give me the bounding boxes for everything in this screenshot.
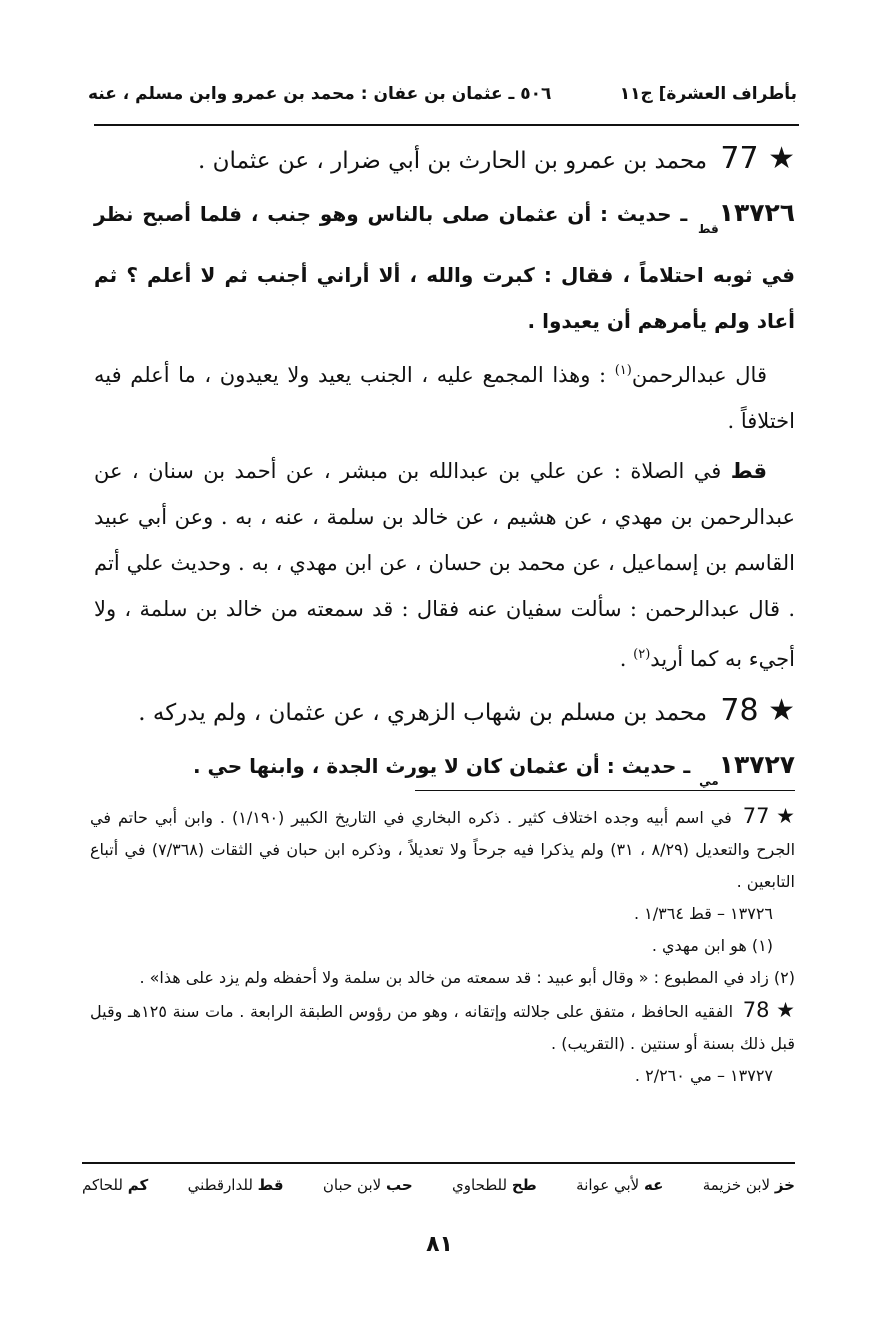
note-78 [90, 994, 795, 1060]
entry-77-title: محمد بن عمرو بن الحارث بن أبي ضرار ، عن عثمان . [198, 148, 708, 174]
entry-77 [94, 136, 795, 184]
source-end: . [619, 647, 627, 671]
abbr-code: عه [644, 1176, 664, 1194]
hadith-13727-number: ١٣٧٢٧ [718, 750, 795, 779]
abbr-item [82, 1176, 148, 1194]
running-header [88, 74, 797, 114]
abbr-item [703, 1176, 795, 1194]
entry-78-number: 78 ★ [720, 693, 795, 728]
entry-78 [94, 688, 795, 736]
abbr-code: طح [511, 1176, 537, 1194]
abbr-item [452, 1176, 537, 1194]
note-ref-13726: ١٣٧٢٦ – قط ١/٣٦٤ . [634, 904, 773, 923]
footnotes [90, 800, 795, 1092]
section-title: ٥٠٦ ـ عثمان بن عفان : محمد بن عمرو وابن مسلم ، عنه [88, 84, 552, 104]
source-siglum: قط [730, 459, 767, 483]
note-78-text: الفقيه الحافظ ، متفق على جلالته وإتقانه ، وهو من رؤوس الطبقة الرابعة . مات سنة ١٢٥هـ وقيل قبل ذلك بسنة أو سنتين . (التقريب) . [90, 1002, 795, 1053]
abbr-item [576, 1176, 663, 1194]
footnote-1: (١) هو ابن مهدي . [651, 936, 773, 955]
note-77 [90, 800, 795, 898]
abbr-name: للطحاوي [452, 1176, 508, 1194]
abbr-code: حب [385, 1176, 413, 1194]
footnotes-rule [415, 790, 795, 791]
abbr-name: للحاكم [82, 1176, 123, 1194]
hadith-13726 [94, 190, 795, 344]
source-text: في الصلاة : عن علي بن عبدالله بن مبشر ، عن أحمد بن سنان ، عن عبدالرحمن بن مهدي ، عن هشيم ، عن خالد بن سلمة ، عنه ، به . وعن أبي عبيد القاسم بن إسماعيل ، عن محمد بن حسان ، عن ابن مهدي ، به . وحديث علي أتم . قال عبدالرحمن : سألت سفيان عنه فقال : قد سمعته من خالد بن سلمة ، ولا أجيء به كما أريد [94, 459, 795, 671]
hadith-13726-number: ١٣٧٢٦ [718, 198, 796, 227]
footnote-ref-2: (٢) [633, 647, 651, 662]
abbr-name: لابن حبان [322, 1176, 382, 1194]
hadith-13726-siglum: قط [698, 222, 719, 236]
hadith-13726-text: ـ حديث : أن عثمان صلى بالناس وهو جنب ، فلما أصبح نظر في ثوبه احتلاماً ، فقال : كبرت والله ، ألا أراني أجنب ثم لا أعلم ؟ ثم أعاد ولم يأمرهم أن يعيدوا . [94, 202, 795, 333]
abbr-name: للدارقطني [187, 1176, 253, 1194]
note-77-number: 77 ★ [742, 804, 795, 828]
footnote-2: (٢) زاد في المطبوع : « وقال أبو عبيد : قد سمعته من خالد بن سلمة ولا أحفظه ولم يزد على هذا» . [139, 968, 795, 987]
hadith-13727-siglum: مي [699, 774, 719, 788]
abbr-item [188, 1176, 284, 1194]
entry-77-number: 77 ★ [720, 141, 795, 176]
abbr-name: لأبي عوانة [576, 1176, 640, 1194]
footnote-ref-1: (١) [614, 363, 632, 378]
abbr-name: لابن خزيمة [702, 1176, 771, 1194]
abbreviations-rule [82, 1162, 795, 1164]
entry-78-title: محمد بن مسلم بن شهاب الزهري ، عن عثمان ، ولم يدركه . [138, 700, 708, 726]
commentary-text: : وهذا المجمع عليه ، الجنب يعيد ولا يعيدون ، ما أعلم فيه اختلافاً . [94, 363, 795, 433]
abbr-item [323, 1176, 413, 1194]
running-title: بأطراف العشرة] ج١١ [619, 84, 797, 104]
commentary-speaker: قال عبدالرحمن [631, 363, 767, 387]
abbreviations-legend [82, 1176, 795, 1194]
hadith-13727-text: ـ حديث : أن عثمان كان لا يورث الجدة ، وابنها حي . [192, 754, 691, 778]
abbr-code: قط [257, 1176, 284, 1194]
header-rule [94, 124, 799, 126]
note-78-number: 78 ★ [742, 998, 796, 1022]
hadith-13727 [94, 742, 795, 804]
source-qt-paragraph [94, 448, 795, 682]
abbr-code: خز [774, 1176, 795, 1194]
note-77-text: في اسم أبيه وجده اختلاف كثير . ذكره البخاري في التاريخ الكبير (١/١٩٠) . وابن أبي حاتم في الجرح والتعديل (٨/٢٩ ، ٣١) ولم يذكرا فيه جرحاً ولا تعديلاً ، وذكره ابن حبان في الثقات (٧/٣٦٨) في أتباع التابعين . [90, 808, 796, 891]
abbr-code: كم [127, 1176, 149, 1194]
page-number: ٨١ [426, 1232, 453, 1257]
commentary-abdulrahman [94, 348, 795, 444]
main-text [94, 136, 795, 808]
note-ref-13727: ١٣٧٢٧ – مي ٢/٢٦٠ . [634, 1066, 773, 1085]
